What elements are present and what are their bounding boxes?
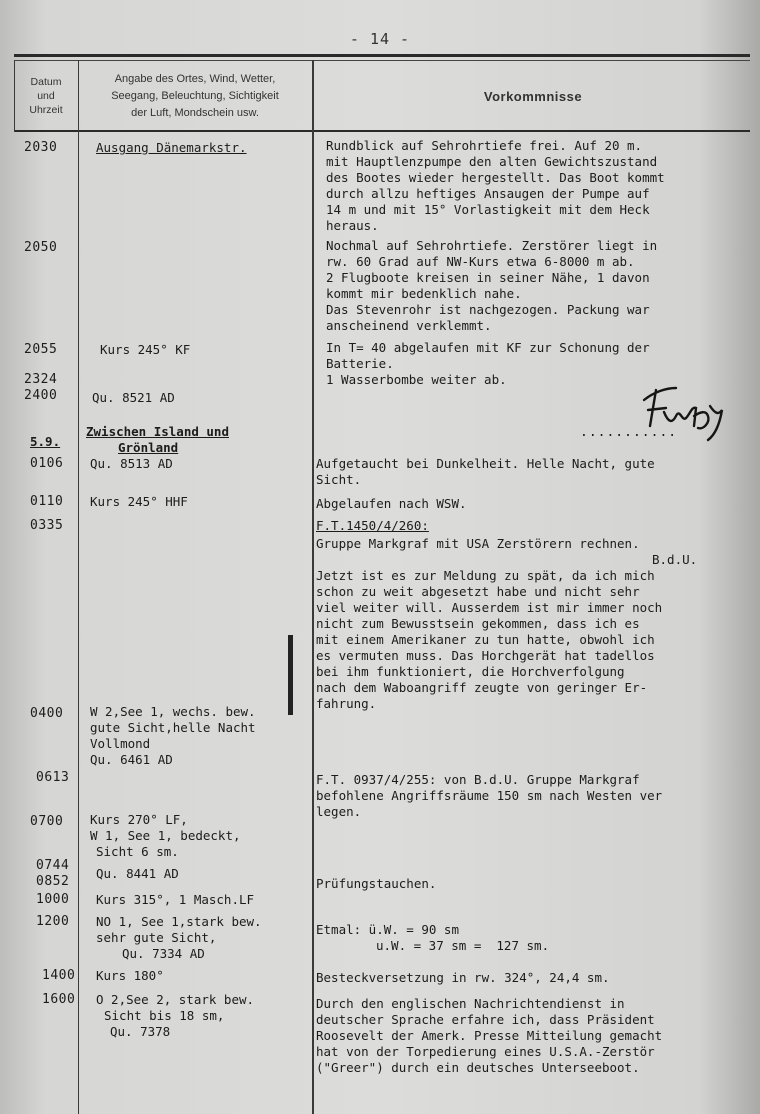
header-angabe [80, 64, 310, 128]
place-1200-line3: Qu. 7334 AD [122, 946, 205, 961]
time-0110: 0110 [30, 494, 64, 509]
event-2050-line2: rw. 60 Grad auf NW-Kurs etwa 6-8000 m ab. [326, 254, 635, 269]
time-0106: 0106 [30, 456, 64, 471]
event-0335-line7: nicht zum Bewusstsein gekommen, dass ich es [316, 616, 640, 631]
place-0106: Qu. 8513 AD [90, 456, 173, 471]
event-0852-line1: Prüfungstauchen. [316, 876, 437, 891]
event-2030-line4: durch allzu heftiges Ansaugen der Pumpe auf [326, 186, 650, 201]
place-1600-line2: Sicht bis 18 sm, [104, 1008, 225, 1023]
place-1400: Kurs 180° [96, 968, 164, 983]
place-1600-line3: Qu. 7378 [110, 1024, 171, 1039]
time-1600: 1600 [42, 992, 76, 1007]
place-0700-line1: Kurs 270° LF, [90, 812, 188, 827]
event-2030-line1: Rundblick auf Sehrohrtiefe frei. Auf 20 m. [326, 138, 643, 153]
event-0335-line11: nach dem Waboangriff zeugte von geringer Er- [316, 680, 648, 695]
event-2055-line1: In T= 40 abgelaufen mit KF zur Schonung der [326, 340, 650, 355]
event-1600-line3: Roosevelt der Amerk. Presse Mitteilung gemacht [316, 1028, 663, 1043]
place-0400-line3: Vollmond [90, 736, 151, 751]
header-bottom-rule [14, 130, 750, 132]
time-2400: 2400 [24, 388, 58, 403]
event-1600-line2: deutscher Sprache erfahre ich, dass Präsident [316, 1012, 655, 1027]
event-2055-line2: Batterie. [326, 356, 394, 371]
signature-dots: ........... [580, 425, 678, 440]
place-0700-line2: W 1, See 1, bedeckt, [90, 828, 241, 843]
place-1200-line2: sehr gute Sicht, [96, 930, 217, 945]
event-0335-line1: F.T.1450/4/260: [316, 518, 429, 533]
event-1200-line2: u.W. = 37 sm = 127 sm. [376, 938, 550, 953]
event-2030-line3: des Bootes wieder hergestellt. Das Boot kommt [326, 170, 665, 185]
header-angabe-line2: Seegang, Beleuchtung, Sichtigkeit [111, 89, 279, 102]
time-0700: 0700 [30, 814, 64, 829]
event-1200-line1: Etmal: ü.W. = 90 sm [316, 922, 459, 937]
event-1600-line4: hat von der Torpedierung eines U.S.A.-Zerstör [316, 1044, 655, 1059]
event-0335-line9: es vermuten muss. Das Horchgerät hat tadellos [316, 648, 655, 663]
date-5-9: 5.9. [30, 434, 61, 449]
event-2050-line6: anscheinend verklemmt. [326, 318, 492, 333]
header-rule-thin [14, 60, 750, 61]
time-2324: 2324 [24, 372, 58, 387]
event-0335-line8: mit einem Amerikaner zu tun hatte, obwohl ich [316, 632, 655, 647]
place-2030: Ausgang Dänemarkstr. [96, 140, 247, 155]
header-datum-line1: Datum [30, 76, 62, 88]
time-1400: 1400 [42, 968, 76, 983]
time-1200: 1200 [36, 914, 70, 929]
ink-mark [288, 635, 293, 715]
event-0106-line2: Sicht. [316, 472, 362, 487]
place-1600-line1: O 2,See 2, stark bew. [96, 992, 255, 1007]
place-zwischen-line1: Zwischen Island und [86, 424, 229, 439]
event-0110-line1: Abgelaufen nach WSW. [316, 496, 467, 511]
left-edge-line [14, 60, 15, 132]
place-0400-line2: gute Sicht,helle Nacht [90, 720, 256, 735]
event-1600-line1: Durch den englischen Nachrichtendienst in [316, 996, 625, 1011]
event-2030-line2: mit Hauptlenzpumpe den alten Gewichtszustand [326, 154, 658, 169]
place-1000: Kurs 315°, 1 Masch.LF [96, 892, 255, 907]
event-0335-line6: viel weiter will. Ausserdem ist mir immer noch [316, 600, 663, 615]
event-1400-line1: Besteckversetzung in rw. 324°, 24,4 sm. [316, 970, 610, 985]
event-0613-line3: legen. [316, 804, 362, 819]
place-0852: Qu. 8441 AD [96, 866, 179, 881]
event-2324-line1: 1 Wasserbombe weiter ab. [326, 372, 507, 387]
event-2030-line6: heraus. [326, 218, 379, 233]
event-0335-line4: Jetzt ist es zur Meldung zu spät, da ich mich [316, 568, 655, 583]
time-0335: 0335 [30, 518, 64, 533]
header-datum-line2: und [37, 90, 55, 102]
event-0335-line2: Gruppe Markgraf mit USA Zerstörern rechnen. [316, 536, 640, 551]
event-0613-line1: F.T. 0937/4/255: von B.d.U. Gruppe Markgraf [316, 772, 640, 787]
event-0335-line10: bei ihm funktioniert, die Horchverfolgung [316, 664, 625, 679]
event-1600-line5: ("Greer") durch ein deutsches Unterseeboot. [316, 1060, 640, 1075]
place-2055: Kurs 245° KF [100, 342, 191, 357]
event-0613-line2: befohlene Angriffsräume 150 sm nach Westen ver [316, 788, 663, 803]
event-2050-line5: Das Stevenrohr ist nachgezogen. Packung war [326, 302, 650, 317]
place-0400-line1: W 2,See 1, wechs. bew. [90, 704, 256, 719]
place-0400-line4: Qu. 6461 AD [90, 752, 173, 767]
header-rule [14, 54, 750, 57]
column-divider-place [312, 60, 314, 1114]
header-angabe-line3: der Luft, Mondschein usw. [131, 106, 259, 119]
event-0335-line12: fahrung. [316, 696, 377, 711]
place-2400: Qu. 8521 AD [92, 390, 175, 405]
event-0106-line1: Aufgetaucht bei Dunkelheit. Helle Nacht, gute [316, 456, 655, 471]
place-0700-line3: Sicht 6 sm. [96, 844, 179, 859]
time-2030: 2030 [24, 140, 58, 155]
event-2050-line1: Nochmal auf Sehrohrtiefe. Zerstörer liegt in [326, 238, 658, 253]
time-0613: 0613 [36, 770, 70, 785]
time-0744: 0744 [36, 858, 70, 873]
event-0335-line5: schon zu weit abgesetzt habe und nicht sehr [316, 584, 640, 599]
column-divider-date [78, 60, 79, 1114]
time-0852: 0852 [36, 874, 70, 889]
time-1000: 1000 [36, 892, 70, 907]
event-0335-line3: B.d.U. [652, 552, 698, 567]
page-number: - 14 - [349, 30, 411, 48]
place-zwischen-line2: Grönland [118, 440, 179, 455]
place-1200-line1: NO 1, See 1,stark bew. [96, 914, 262, 929]
event-2050-line4: kommt mir bedenklich nahe. [326, 286, 522, 301]
time-0400: 0400 [30, 706, 64, 721]
time-2055: 2055 [24, 342, 58, 357]
header-vorkommnisse: Vorkommnisse [483, 88, 583, 104]
header-angabe-line1: Angabe des Ortes, Wind, Wetter, [114, 72, 276, 85]
event-2050-line3: 2 Flugboote kreisen in seiner Nähe, 1 davon [326, 270, 650, 285]
event-2030-line5: 14 m und mit 15° Vorlastigkeit mit dem Heck [326, 202, 650, 217]
time-2050: 2050 [24, 240, 58, 255]
header-datum-line3: Uhrzeit [29, 104, 63, 116]
header-datum [16, 64, 76, 128]
place-0110: Kurs 245° HHF [90, 494, 188, 509]
